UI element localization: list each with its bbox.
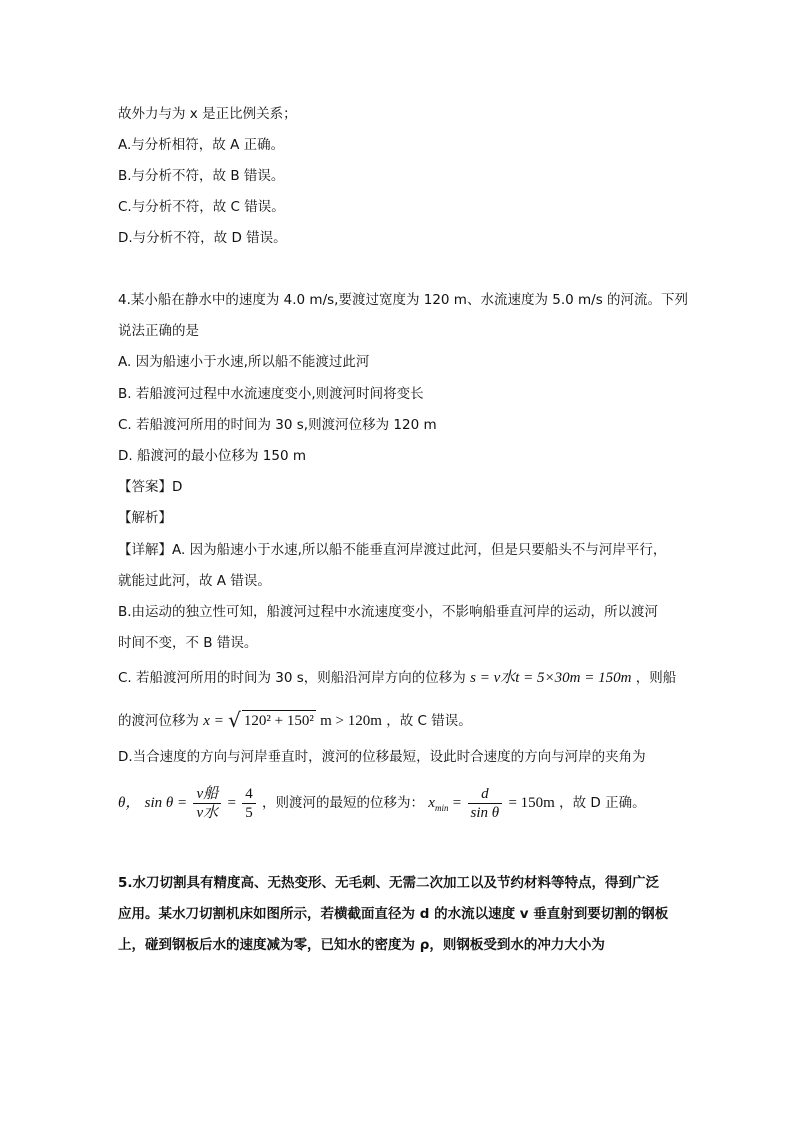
q4-detail-c-line2 — [118, 710, 472, 731]
q4-detail-d2-text: ，则渡河的最短的位移为： — [262, 795, 424, 811]
q4-option-d: D. 船渡河的最小位移为 150 m — [118, 448, 306, 464]
q4-detail-d-line2 — [118, 783, 646, 828]
q4-detail-b-line1: B.由运动的独立性可知，船渡河过程中水流速度变小，不影响船垂直河岸的运动，所以渡河 — [118, 604, 659, 620]
intro-option-b: B.与分析不符，故 B 错误。 — [118, 168, 285, 184]
q5-stem-line3: 上，碰到钢板后水的速度减为零，已知水的密度为 ρ，则钢板受到水的冲力大小为 — [118, 937, 605, 953]
equals-sign: = — [227, 795, 236, 811]
theta-symbol: θ， — [118, 795, 141, 811]
q4-detail-d2-tail: ，故 D 正确。 — [559, 795, 646, 811]
distance-fraction — [468, 785, 503, 822]
frac-denominator: sin θ — [470, 804, 500, 821]
sqrt-icon: √ — [228, 708, 241, 732]
velocity-ratio-fraction — [193, 785, 221, 822]
q4-detail-c-line1 — [118, 668, 676, 688]
q4-detail-a-line2: 就能过此河，故 A 错误。 — [118, 573, 271, 589]
q4-option-a: A. 因为船速小于水速,所以船不能渡过此河 — [118, 354, 370, 370]
q4-detail-c2-compare: m > 120m — [320, 713, 382, 729]
sqrt-radicand: 120² + 150² — [242, 710, 316, 731]
q4-detail-c-tail: ，则船 — [635, 670, 677, 686]
sin-theta-lhs: sin θ = — [144, 795, 188, 811]
frac-numerator: v船 — [193, 785, 221, 804]
intro-option-c: C.与分析不符，故 C 错误。 — [118, 199, 285, 215]
q4-detail-d2-result: = 150m — [508, 795, 555, 811]
x-symbol: x = — [203, 713, 224, 729]
intro-line: 故外力与为 x 是正比例关系； — [118, 106, 297, 122]
xmin-symbol: $x_{min}$ — [428, 795, 449, 813]
q4-stem-line2: 说法正确的是 — [118, 323, 199, 339]
q4-stem-line1: 4.某小船在静水中的速度为 4.0 m/s,要渡过宽度为 120 m、水流速度为 5.0 m/s 的河流。下列 — [118, 292, 689, 308]
value-fraction — [242, 785, 256, 822]
q4-detail-c2-text: 的渡河位移为 — [118, 713, 199, 729]
q4-detail-b-line2: 时间不变，不 B 错误。 — [118, 635, 258, 651]
q5-stem-line1: 5.水刀切割具有精度高、无热变形、无毛刺、无需二次加工以及节约材料等特点，得到广泛 — [118, 875, 660, 891]
q4-detail-c2-tail: ，故 C 错误。 — [386, 713, 472, 729]
q5-stem-line2: 应用。某水刀切割机床如图所示，若横截面直径为 d 的水流以速度 v 垂直射到要切割的钢板 — [118, 906, 669, 922]
q4-option-b: B. 若船渡河过程中水流速度变小,则渡河时间将变长 — [118, 386, 424, 402]
frac-denominator: 5 — [245, 804, 253, 821]
frac-denominator: v水 — [196, 804, 219, 821]
equals-sign: = — [452, 795, 462, 811]
intro-option-a: A.与分析相符，故 A 正确。 — [118, 137, 285, 153]
q4-option-c: C. 若船渡河所用的时间为 30 s,则渡河位移为 120 m — [118, 417, 437, 433]
q4-detail-c-text: C. 若船渡河所用的时间为 30 s，则船沿河岸方向的位移为 — [118, 670, 466, 686]
frac-numerator: d — [468, 785, 503, 804]
frac-numerator: 4 — [242, 785, 256, 804]
intro-option-d: D.与分析不符，故 D 错误。 — [118, 230, 287, 246]
q4-detail-d-line1: D.当合速度的方向与河岸垂直时，渡河的位移最短，设此时合速度的方向与河岸的夹角为 — [118, 749, 646, 765]
q4-detail-a-line1: 【详解】A. 因为船速小于水速,所以船不能垂直河岸渡过此河，但是只要船头不与河岸平行， — [118, 542, 667, 558]
q4-detail-c-formula: s = v水t = 5×30m = 150m — [470, 670, 632, 686]
q4-answer: 【答案】D — [118, 479, 183, 495]
q4-analysis-heading: 【解析】 — [118, 510, 172, 526]
